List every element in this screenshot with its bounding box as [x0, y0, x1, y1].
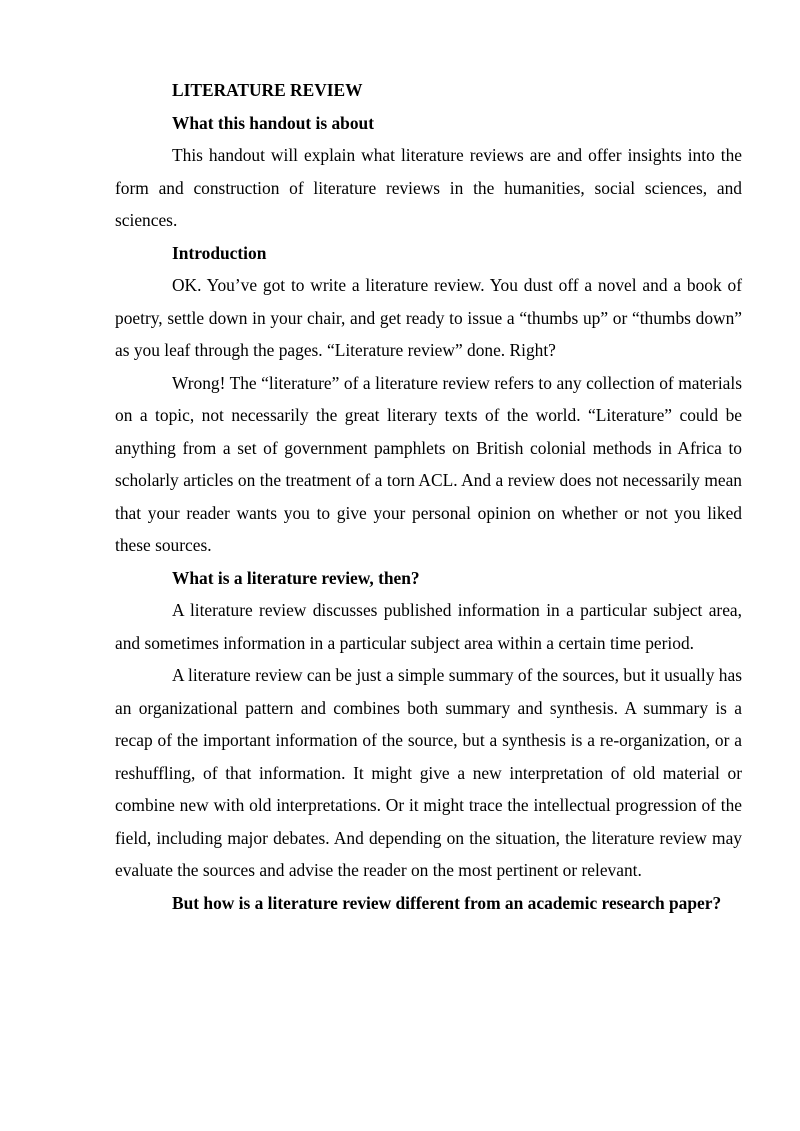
document-title: LITERATURE REVIEW	[172, 80, 363, 100]
paragraph-what-is-1: A literature review discusses published information in a particular subject area, and sometimes information in a particular subject area within a certain time period.	[115, 600, 742, 653]
section-heading-handout: What this handout is about	[172, 112, 374, 133]
section-heading-introduction: Introduction	[172, 242, 267, 263]
paragraph-introduction-1: OK. You’ve got to write a literature review. You dust off a novel and a book of poetry, settle down in your chair, and get ready to issue a “thumbs up” or “thumbs down” as you leaf through the pages. “Literature review” done. Right?	[115, 275, 742, 360]
paragraph-what-is-2: A literature review can be just a simple summary of the sources, but it usually has an organizational pattern and combines both summary and synthesis. A summary is a recap of the important information of the source, but a synthesis is a re-organization, or a reshuffling, of that information. It might give a new interpretation of old material or combine new with old interpretations. Or it might trace the intellectual progression of the field, including major debates. And depending on the situation, the literature review may evaluate the sources and advise the reader on the most pertinent or relevant.	[115, 665, 742, 880]
document-page	[115, 74, 742, 919]
paragraph-introduction-2: Wrong! The “literature” of a literature review refers to any collection of materials on a topic, not necessarily the great literary texts of the world. “Literature” could be anything from a set of government pamphlets on British colonial methods in Africa to scholarly articles on the treatment of a torn ACL. And a review does not necessarily mean that your reader wants you to give your personal opinion on whether or not you liked these sources.	[115, 372, 742, 555]
section-heading-what-is: What is a literature review, then?	[172, 567, 420, 588]
section-heading-difference: But how is a literature review different from an academic research paper?	[172, 892, 722, 913]
paragraph-handout-1: This handout will explain what literature reviews are and offer insights into the form and construction of literature reviews in the humanities, social sciences, and sciences.	[115, 145, 742, 230]
